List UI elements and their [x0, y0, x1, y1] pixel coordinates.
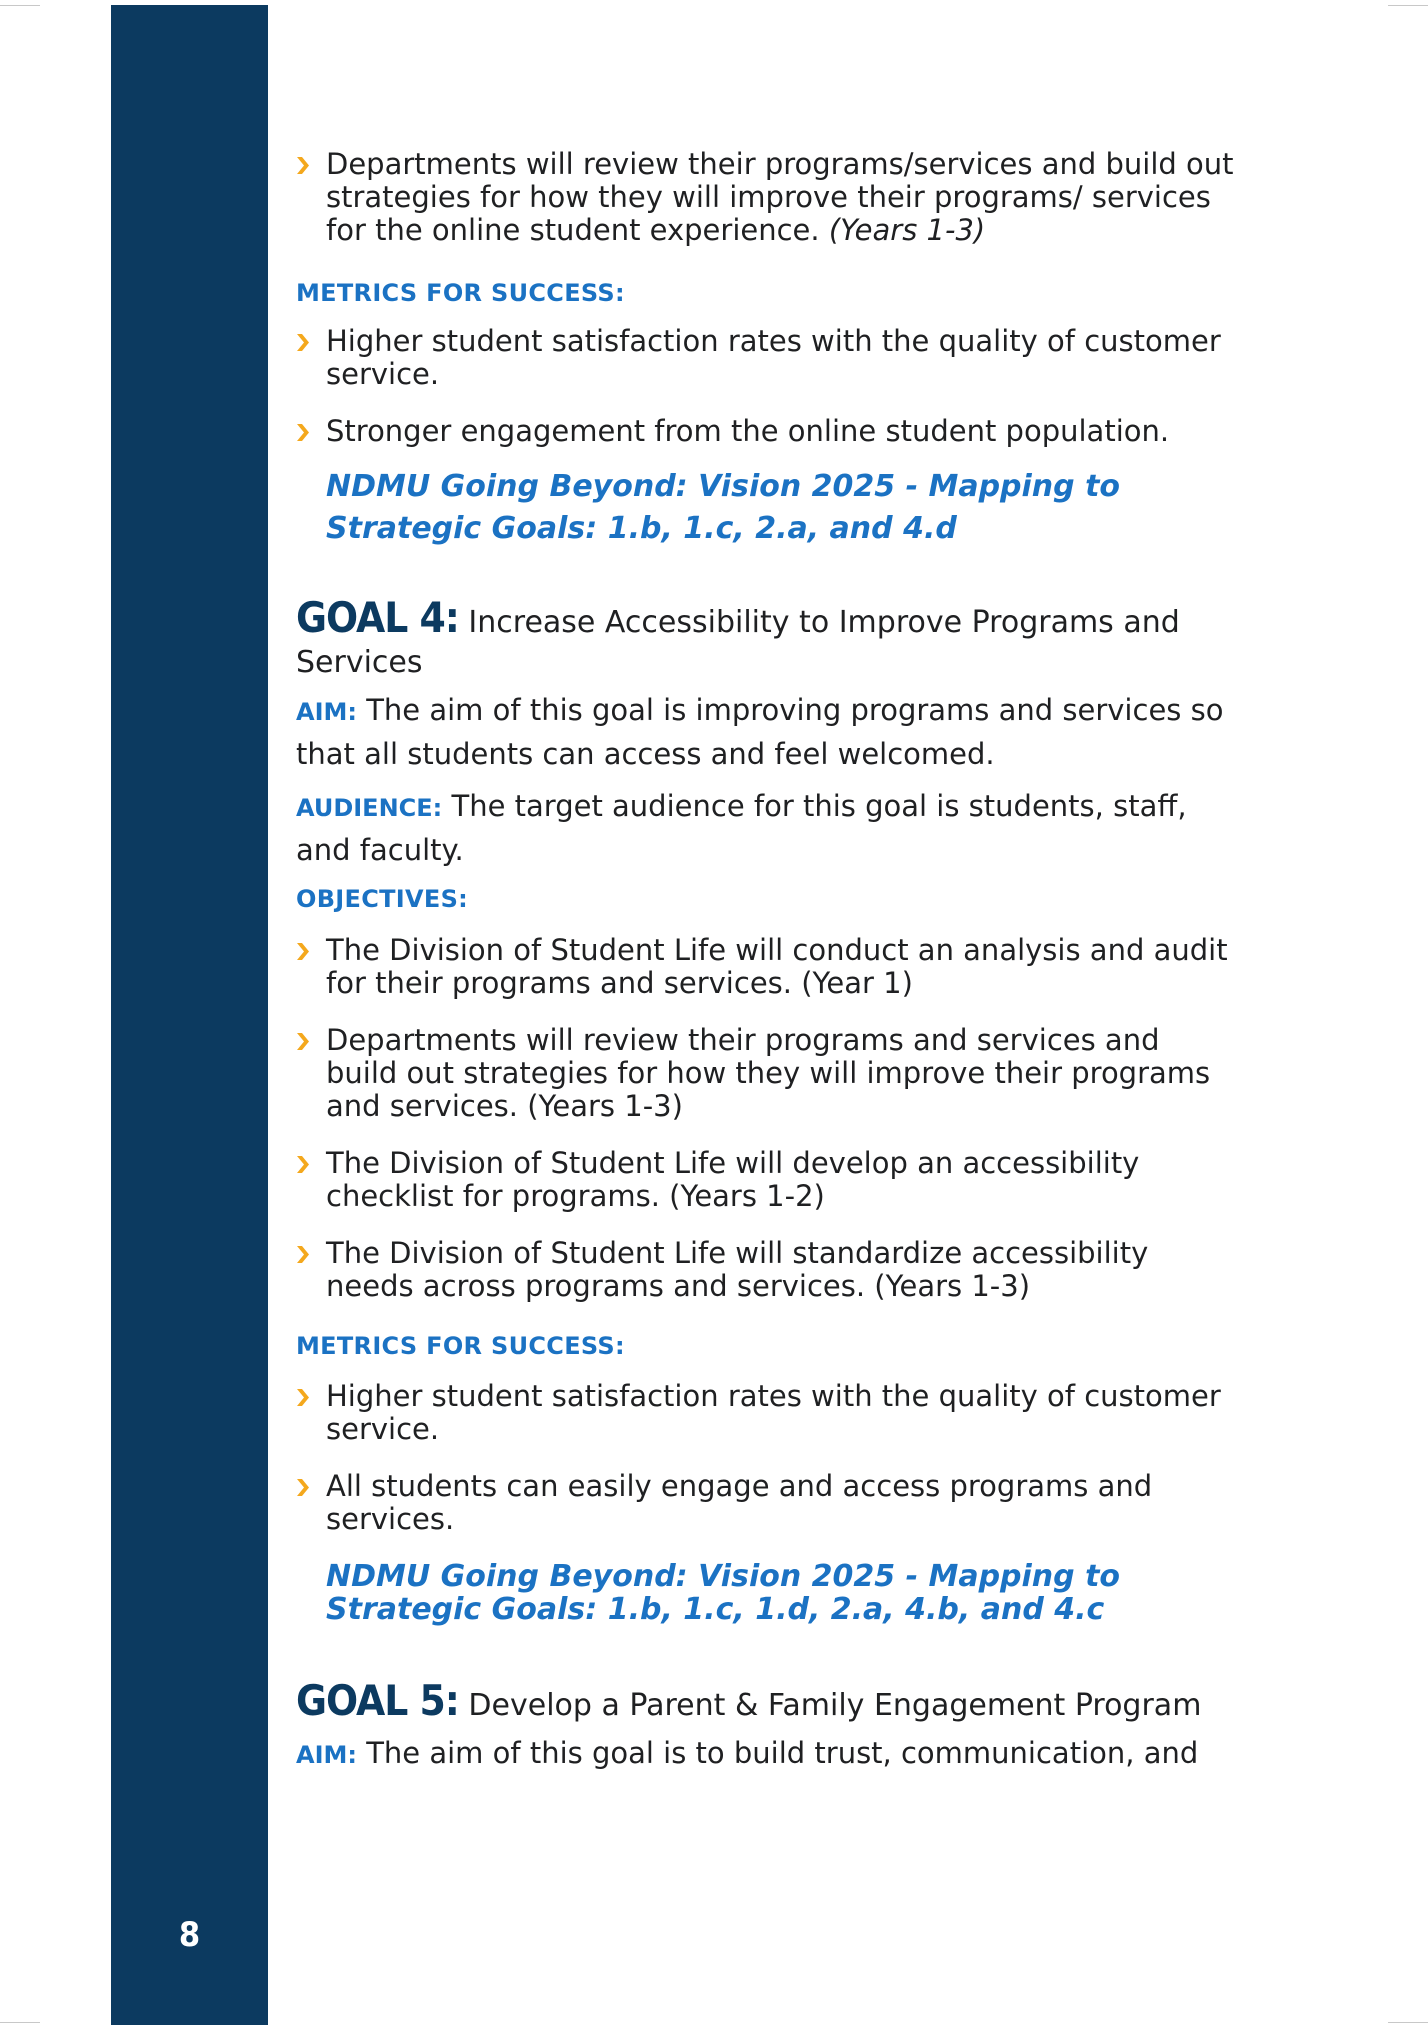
objectives-heading: OBJECTIVES:: [296, 885, 469, 913]
goal-label: GOAL 4:: [296, 593, 459, 642]
strategic-mapping: NDMU Going Beyond: Vision 2025 - Mapping to Strategic Goals: 1.b, 1.c, 2.a, and 4.d: [326, 469, 1121, 546]
sidebar-band: [111, 5, 268, 2025]
crop-mark: [1388, 2022, 1428, 2023]
bullet-text: Higher student satisfaction rates with the quality of customer service.: [326, 324, 1221, 391]
bullet-text: Departments will review their programs/services and build out strategies for how they will improve their programs/ services for the online student experience.: [326, 147, 1234, 247]
crop-mark: [0, 5, 40, 6]
strategic-mapping: NDMU Going Beyond: Vision 2025 - Mapping to Strategic Goals: 1.b, 1.c, 1.d, 2.a, 4.b, and 4.c: [326, 1559, 1121, 1627]
bullet-text: Higher student satisfaction rates with the quality of customer service.: [326, 1379, 1221, 1446]
bullet-years: (Years 1-3): [828, 213, 986, 247]
chevron-right-icon: [297, 1389, 309, 1406]
list-item: [296, 934, 1236, 1000]
page-content: [296, 148, 1236, 1776]
goal-label: GOAL 5:: [296, 1676, 459, 1725]
goal-heading: [296, 1676, 1236, 1726]
chevron-right-icon: [297, 1246, 309, 1263]
bullet-text: The Division of Student Life will standardize accessibility needs across programs and services. (Years 1-3): [326, 1236, 1149, 1303]
aim-label: AIM:: [296, 1741, 357, 1769]
crop-mark: [0, 2022, 40, 2023]
chevron-right-icon: [297, 424, 309, 441]
bullet-text: The Division of Student Life will develop an accessibility checklist for programs. (Years 1-2): [326, 1146, 1140, 1213]
chevron-right-icon: [297, 1156, 309, 1173]
audience-text: The target audience for this goal is students, staff, and faculty.: [296, 789, 1187, 867]
bullet-text: All students can easily engage and access programs and services.: [326, 1469, 1153, 1536]
crop-mark: [1388, 5, 1428, 6]
aim-label: AIM:: [296, 698, 357, 726]
list-item: [296, 148, 1236, 247]
list-item: [296, 325, 1236, 391]
goal-title: Increase Accessibility to Improve Programs and Services: [296, 605, 1180, 680]
aim-text: The aim of this goal is improving programs and services so that all students can access and feel welcomed.: [296, 693, 1224, 771]
aim-paragraph: [296, 689, 1236, 775]
list-item: [296, 415, 1236, 448]
goal-title: Develop a Parent & Family Engagement Program: [468, 1688, 1202, 1723]
audience-paragraph: [296, 785, 1236, 871]
audience-label: AUDIENCE:: [296, 794, 443, 822]
list-item: [296, 1147, 1236, 1213]
bullet-text: Stronger engagement from the online student population.: [326, 414, 1170, 448]
page-number: 8: [178, 1915, 201, 1955]
list-item: [296, 1380, 1236, 1446]
list-item: [296, 1470, 1236, 1536]
chevron-right-icon: [297, 1033, 309, 1050]
metrics-heading: METRICS FOR SUCCESS:: [296, 1332, 625, 1360]
chevron-right-icon: [297, 943, 309, 960]
chevron-right-icon: [297, 1479, 309, 1496]
bullet-text: The Division of Student Life will conduct an analysis and audit for their programs and services. (Year 1): [326, 933, 1228, 1000]
metrics-heading: METRICS FOR SUCCESS:: [296, 279, 625, 307]
aim-paragraph: [296, 1732, 1236, 1776]
goal-heading: [296, 593, 1236, 683]
chevron-right-icon: [297, 334, 309, 351]
bullet-text: Departments will review their programs and services and build out strategies for how they will improve their programs and services. (Years 1-3): [326, 1023, 1211, 1123]
chevron-right-icon: [297, 157, 309, 174]
list-item: [296, 1024, 1236, 1123]
list-item: [296, 1237, 1236, 1303]
aim-text: The aim of this goal is to build trust, communication, and: [366, 1736, 1199, 1770]
